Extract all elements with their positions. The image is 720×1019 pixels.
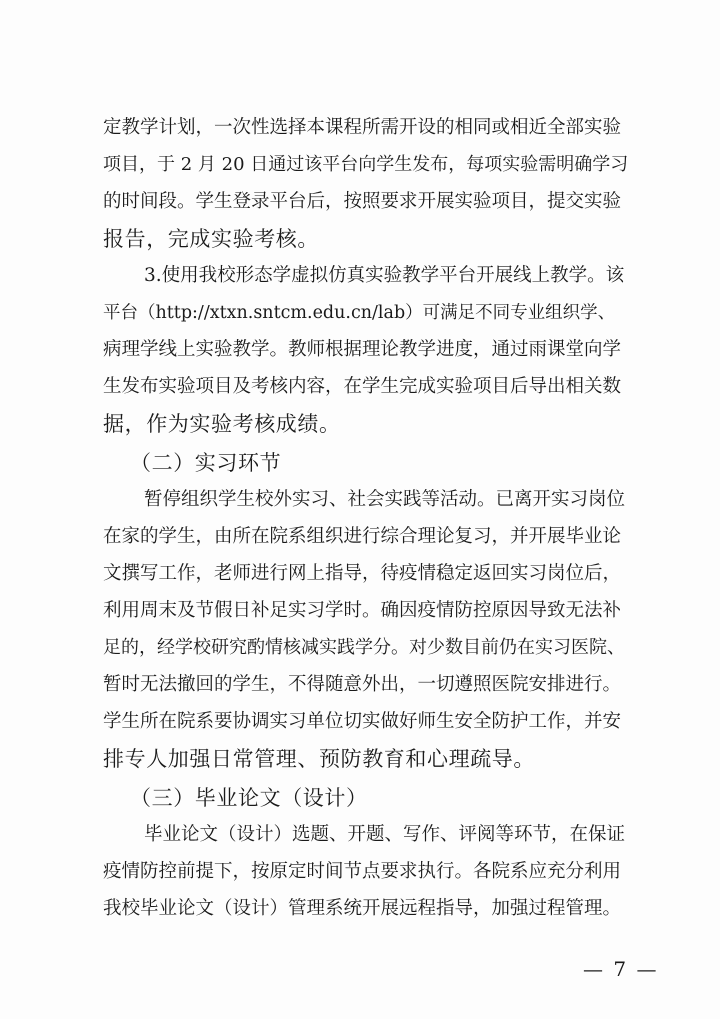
section-heading: （二）实习环节 bbox=[130, 451, 282, 475]
paragraph-line: 在家的学生，由所在院系组织进行综合理论复习，并开展毕业论 bbox=[103, 526, 622, 547]
paragraph-line: 病理学线上实验教学。教师根据理论教学进度，通过雨课堂向学 bbox=[103, 339, 622, 360]
paragraph-line: 定教学计划，一次性选择本课程所需开设的相同或相近全部实验 bbox=[103, 117, 622, 138]
paragraph-line: 疫情防控前提下，按原定时间节点要求执行。各院系应充分利用 bbox=[103, 861, 622, 882]
paragraph-line: 报告，完成实验考核。 bbox=[103, 227, 319, 251]
page-number: — 7 — bbox=[583, 957, 659, 981]
paragraph-line: 足的，经学校研究酌情核减实践学分。对少数目前仍在实习医院、 bbox=[103, 637, 625, 658]
section-heading: （三）毕业论文（设计） bbox=[130, 786, 368, 810]
paragraph-line: 据，作为实验考核成绩。 bbox=[103, 412, 341, 436]
paragraph-line: 我校毕业论文（设计）管理系统开展远程指导，加强过程管理。 bbox=[103, 898, 622, 919]
paragraph-line: 项目，于 2 月 20 日通过该平台向学生发布，每项实验需明确学习 bbox=[103, 154, 629, 175]
paragraph-line: 毕业论文（设计）选题、开题、写作、评阅等环节，在保证 bbox=[144, 824, 626, 845]
paragraph-line: 利用周末及节假日补足实习学时。确因疫情防控原因导致无法补 bbox=[103, 600, 622, 621]
paragraph-line: 平台（http://xtxn.sntcm.edu.cn/lab）可满足不同专业组织学、 bbox=[103, 303, 616, 323]
paragraph-line: 3.使用我校形态学虚拟仿真实验教学平台开展线上教学。该 bbox=[144, 265, 625, 286]
paragraph-line: 的时间段。学生登录平台后，按照要求开展实验项目，提交实验 bbox=[103, 191, 622, 212]
paragraph-line: 排专人加强日常管理、预防教育和心理疏导。 bbox=[103, 747, 535, 771]
paragraph-line: 生发布实验项目及考核内容，在学生完成实验项目后导出相关数 bbox=[103, 376, 622, 397]
paragraph-line: 文撰写工作，老师进行网上指导，待疫情稳定返回实习岗位后， bbox=[103, 563, 622, 584]
paragraph-line: 学生所在院系要协调实习单位切实做好师生安全防护工作，并安 bbox=[103, 711, 622, 732]
paragraph-line: 暂停组织学生校外实习、社会实践等活动。已离开实习岗位 bbox=[144, 489, 626, 510]
paragraph-line: 暂时无法撤回的学生，不得随意外出，一切遵照医院安排进行。 bbox=[103, 674, 622, 695]
